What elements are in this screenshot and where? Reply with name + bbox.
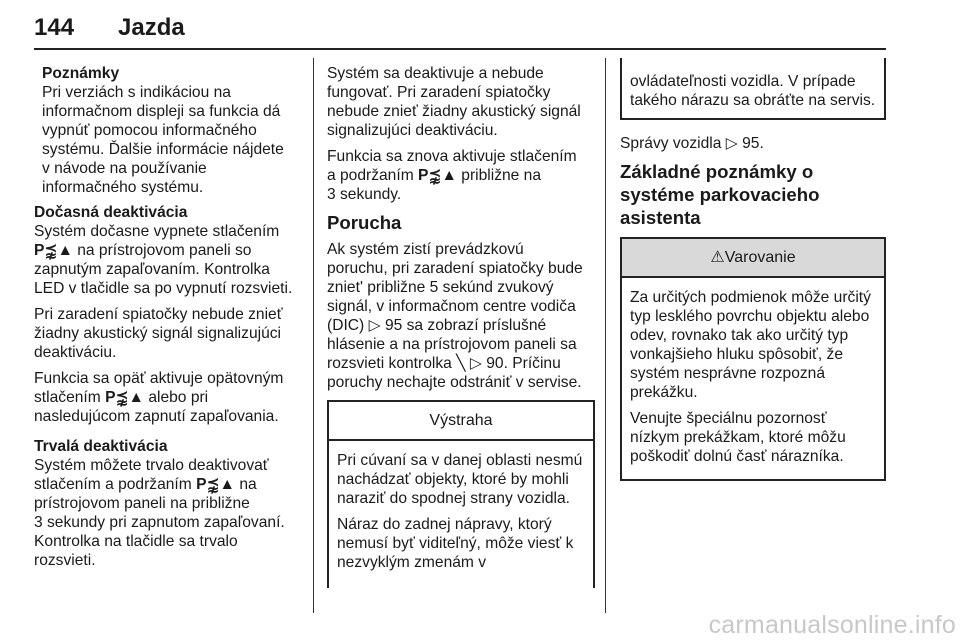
caution-box (620, 237, 886, 481)
reactivation-hold-text: Funkcia sa znova aktivuje stlačením a podržaním P⪹▲ približne na 3 sekundy. (327, 148, 577, 203)
park-assist-button-icon: P⪹▲ (105, 389, 144, 406)
column-divider-1 (313, 58, 314, 613)
note-line: vypnúť pomocou informačného (42, 122, 257, 139)
header-rule (34, 48, 886, 50)
caution-box-text: Za určitých podmienok môže určitý typ lesklého povrchu objektu alebo odev, rovnako tak ako určitý typ vonkajšieho hluku spôsobiť, že systém nesprávne rozpozná prekážku. (630, 289, 871, 401)
caution-box-text: Venujte špeciálnu pozornosť nízkym prekážkam, ktoré môžu poškodiť dolnú časť nárazníka. (630, 410, 846, 465)
park-assist-button-icon: P⪹▲ (196, 476, 235, 493)
park-assist-button-icon: P⪹▲ (34, 242, 73, 259)
column-3 (620, 58, 886, 481)
permanent-deactivation-heading: Trvalá deaktivácia (34, 438, 168, 455)
temporary-deactivation-heading: Dočasná deaktivácia (34, 204, 188, 221)
note-line: v návode na používanie (42, 160, 207, 177)
continued-warning-text: ovládateľnosti vozidla. V prípade takého nárazu sa obráťte na servis. (630, 73, 876, 109)
watermark: carmanualsonline.info (708, 611, 956, 639)
warning-box-text: Náraz do zadnej nápravy, ktorý nemusí byť viditeľný, môže viesť k nezvyklým zmenám v (337, 516, 574, 571)
caution-box-body (622, 278, 884, 479)
warning-box-text: Pri cúvaní sa v danej oblasti nesmú nachádzať objekty, ktoré by mohli naraziť do spodnej strany vozidla. (337, 452, 583, 507)
caution-box-title: ⚠Varovanie (622, 239, 884, 278)
warning-triangle-icon: ⚠ (710, 249, 725, 266)
continued-warning-box (620, 58, 886, 120)
warning-box (327, 400, 595, 588)
column-2 (327, 64, 595, 588)
note-line: Pri verziách s indikáciou na (42, 84, 231, 101)
park-assist-button-icon: P⪹▲ (418, 167, 457, 184)
permanent-deactivation-text: Systém môžete trvalo deaktivovať stlačením a podržaním P⪹▲ na prístrojovom paneli na približne 3 sekundy pri zapnutom zapaľovaní. Kontrolka na tlačidle sa trvalo rozsvieti. (34, 457, 285, 569)
temporary-deactivation-reverse-note: Pri zaradení spiatočky nebude znieť žiadny akustický signál signalizujúci deaktiváciu. (34, 306, 283, 361)
warning-box-title: Výstraha (329, 402, 593, 441)
note-heading: Poznámky (42, 65, 120, 82)
vehicle-messages-reference: Správy vozidla ▷ 95. (620, 135, 764, 152)
fault-heading: Porucha (327, 212, 402, 233)
fault-text: Ak systém zistí prevádzkovú poruchu, pri zaradení spiatočky bude zniet' približne 5 sekúnd zvukový signál, v informačnom centre vodiča (DIC) ▷ 95 sa zobrazí príslušné hlásenie a na prístrojovom paneli sa rozsvieti kontrolka ╲ ▷ 90. Príčinu poruchy nechajte odstrániť v servise. (327, 241, 583, 391)
warning-box-body (329, 441, 593, 585)
note-line: informačného systému. (42, 179, 204, 196)
column-divider-2 (605, 58, 606, 613)
wrench-warning-icon: ╲ (456, 355, 466, 372)
page-reference-arrow-icon: ▷ (469, 355, 482, 372)
note-line: informačnom displeji sa funkcia dá (42, 103, 281, 120)
reactivation-text: Funkcia sa opäť aktivuje opätovným stlačením P⪹▲ alebo pri nasledujúcom zapnutí zapaľovania. (34, 370, 284, 425)
page-header (34, 14, 886, 50)
note-block (42, 64, 306, 197)
deactivation-text: Systém sa deaktivuje a nebude fungovať. Pri zaradení spiatočky nebude znieť žiadny akustický signál signalizujúci deaktiváciu. (327, 65, 581, 139)
page-reference-arrow-icon: ▷ (725, 135, 738, 152)
page-reference-arrow-icon: ▷ (368, 317, 381, 334)
page-title: Jazda (118, 14, 185, 41)
section-heading: Základné poznámky o systéme parkovacieho asistenta (620, 161, 820, 228)
temporary-deactivation-text: Systém dočasne vypnete stlačením P⪹▲ na prístrojovom paneli so zapnutým zapaľovaním. Kontrolka LED v tlačidle sa po vypnutí rozsvieti. (34, 223, 293, 297)
column-1 (34, 64, 306, 577)
note-line: systému. Ďalšie informácie nájdete (42, 141, 284, 158)
page-number: 144 (34, 14, 75, 41)
